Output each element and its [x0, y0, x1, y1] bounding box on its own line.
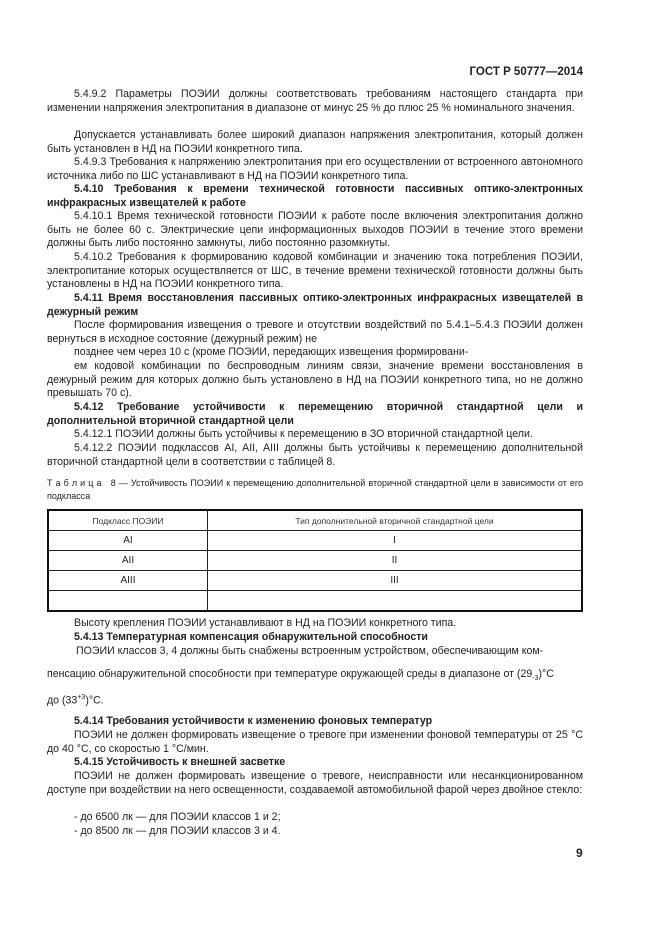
section-heading-5-4-13: 5.4.13 Температурная компенсация обнаружительной способности	[74, 631, 428, 643]
list-item: - до 6500 лк — для ПОЭИИ классов 1 и 2;	[74, 811, 281, 823]
paragraph: ПОЭИИ не должен формировать извещение о тревоге, неисправности или несанкционированном доступе при воздействии на него освещенности, создаваемой автомобильной фарой через двойное стекло:	[47, 770, 583, 796]
paragraph	[47, 691, 583, 708]
paragraph-5-4-10-1: 5.4.10.1 Время технической готовности ПОЭИИ к работе после включения электропитания должно быть не более 60 с. Электрические цепи информационных выходов ПОЭИИ в течение этого времени должны быть либо постоянно замкнуты, либо постоянно разомкнуты.	[47, 210, 583, 250]
table-cell: I	[208, 531, 583, 551]
table-cell: AII	[48, 551, 208, 571]
text: пенсацию обнаружительной способности при температуре окружающей среды в диапазоне от (29	[47, 668, 533, 680]
paragraph: ем кодовой комбинации по беспроводным линиям связи, значение времени восстановления в дежурный режим для которых должно быть установлено в НД на ПОЭИИ конкретного типа, но не должно превышать 70 с).	[47, 360, 583, 400]
section-heading-5-4-15: 5.4.15 Устойчивость к внешней засветке	[74, 756, 286, 768]
page-number: 9	[576, 846, 583, 860]
column-header: Тип дополнительной вторичной стандартной цели	[208, 510, 583, 531]
text: )°C	[538, 668, 554, 680]
table-header-row	[48, 510, 582, 531]
paragraph: После формирования извещения о тревоге и отсутствии воздействий по 5.4.1–5.4.3 ПОЭИИ должен вернуться в исходное состояние (дежурный режим) не	[47, 319, 583, 345]
table-caption: Т а б л и ц а 8 — Устойчивость ПОЭИИ к перемещению дополнительной вторичной стандартной цели в зависимости от его подкласса	[47, 478, 586, 501]
paragraph: Высоту крепления ПОЭИИ устанавливают в НД на ПОЭИИ конкретного типа.	[74, 617, 457, 629]
table-cell: AIII	[48, 571, 208, 591]
section-heading-5-4-12: 5.4.12 Требование устойчивости к перемещению вторичной стандартной цели и дополнительной вторичной стандартной цели	[47, 401, 583, 427]
paragraph-5-4-12-2: 5.4.12.2 ПОЭИИ подклассов AI, AII, AIII должны быть устойчивы к перемещению дополнительной вторичной стандартной цели в соответствии с таблицей 8.	[47, 442, 583, 468]
paragraph: позднее чем через 10 с (кроме ПОЭИИ, передающих извещения формировани-	[74, 346, 469, 358]
table-cell: II	[208, 551, 583, 571]
superscript: +3	[77, 694, 86, 701]
list-item: - до 8500 лк — для ПОЭИИ классов 3 и 4.	[74, 825, 281, 837]
paragraph-5-4-9-3: 5.4.9.3 Требования к напряжению электропитания при его осуществлении от встроенного автономного источника либо по ШС устанавливают в НД на ПОЭИИ конкретного типа.	[47, 156, 583, 182]
subscript: -3	[532, 675, 539, 683]
paragraph	[47, 668, 583, 686]
paragraph-5-4-12-1: 5.4.12.1 ПОЭИИ должны быть устойчивы к перемещению в ЗО вторичной стандартной цели.	[74, 428, 533, 440]
table-row	[48, 571, 582, 591]
table-cell: AI	[48, 531, 208, 551]
table-row	[48, 551, 582, 571]
text: )°C.	[85, 694, 104, 707]
table-row	[48, 531, 582, 551]
paragraph: Допускается устанавливать более широкий диапазон напряжения электропитания, который должен быть установлен в НД на ПОЭИИ конкретного типа.	[47, 129, 583, 155]
table-8	[47, 509, 583, 612]
column-header: Подкласс ПОЭИИ	[48, 510, 208, 531]
paragraph: ПОЭИИ не должен формировать извещение о тревоге при изменении фоновой температуры от 25 °C до 40 °C, со скоростью 1 °C/мин.	[47, 729, 583, 755]
paragraph-5-4-9-2: 5.4.9.2 Параметры ПОЭИИ должны соответствовать требованиям настоящего стандарта при изменении напряжения электропитания в диапазоне от минус 25 % до плюс 25 % номинального значения.	[47, 88, 583, 114]
table-row	[48, 591, 582, 612]
table-cell	[208, 591, 583, 612]
table-cell	[48, 591, 208, 612]
section-heading-5-4-11: 5.4.11 Время восстановления пассивных оптико-электронных инфракрасных извещателей в дежурный режим	[47, 292, 583, 318]
paragraph-5-4-10-2: 5.4.10.2 Требования к формированию кодовой комбинации и значению тока потребления ПОЭИИ, электропитание которых осуществляется от ШС, в течение времени технической готовности должны быть установлены в НД на ПОЭИИ конкретного типа.	[47, 251, 583, 291]
section-heading-5-4-10: 5.4.10 Требования к времени технической готовности пассивных оптико-электронных инфракрасных извещателей к работе	[47, 183, 583, 209]
text: до (33	[47, 694, 78, 707]
table-cell: III	[208, 571, 583, 591]
paragraph: ПОЭИИ классов 3, 4 должны быть снабжены встроенным устройством, обеспечивающим ком-	[76, 645, 544, 657]
section-heading-5-4-14: 5.4.14 Требования устойчивости к изменению фоновых температур	[74, 715, 433, 727]
document-header: ГОСТ Р 50777—2014	[469, 66, 583, 78]
